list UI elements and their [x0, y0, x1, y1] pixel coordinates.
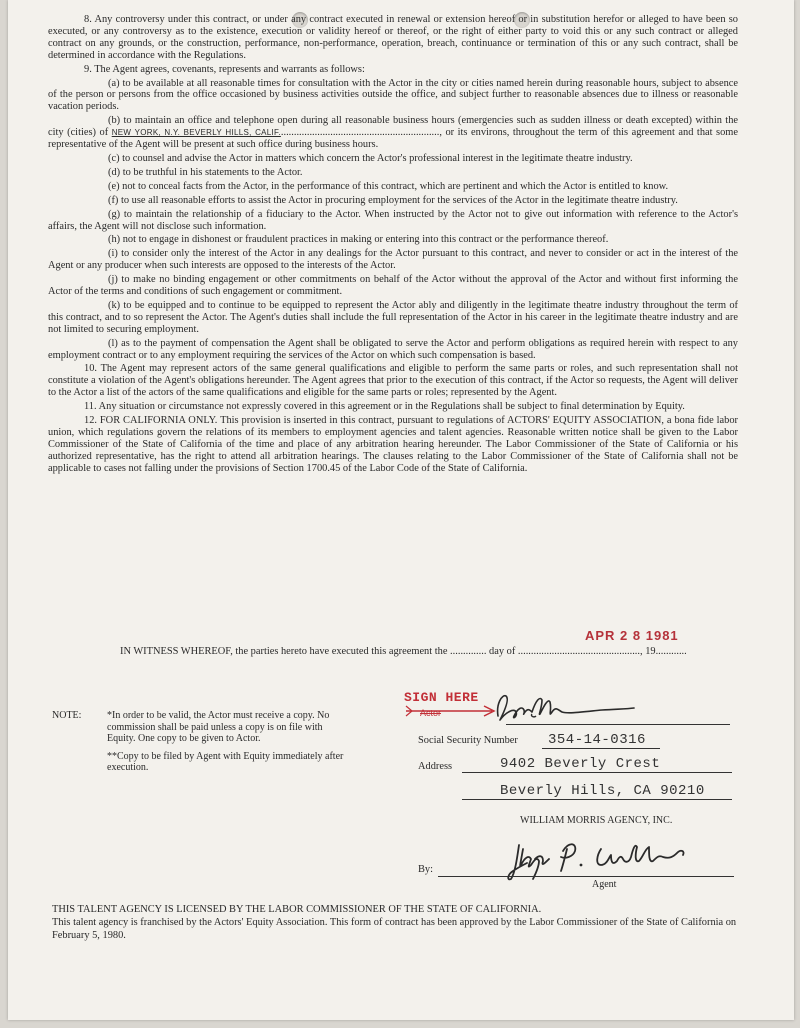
license-footer — [52, 903, 752, 942]
clause-10: 10. The Agent may represent actors of the same general qualifications and eligible to perform the same parts or roles, and such representation shall not constitute a violation of the Agent's obligations hereunder. The Agent agrees that prior to the execution of this contract, if the Actor so requests, the Agent will deliver to the Actor a list of the actors of the same qualifications and eligible for the same parts or roles; represented by the Agent. — [48, 363, 738, 399]
clause-9d: (d) to be truthful in his statements to the Actor. — [108, 166, 303, 178]
address-line-1: 9402 Beverly Crest — [500, 756, 661, 772]
agency-name: WILLIAM MORRIS AGENCY, INC. — [520, 815, 673, 826]
clause-9l: (l) as to the payment of compensation the Agent shall be obligated to serve the Actor and perform obligations as required herein with respect to any employment contract or to any employment requiring the services of the Actor on which such compensation is based. — [48, 337, 738, 361]
cities-fill: NEW YORK, N.Y. BEVERLY HILLS, CALIF. — [111, 128, 281, 138]
clause-9a: (a) to be available at all reasonable times for consultation with the Actor in the city or cities named herein during reasonable hours, subject to absence of the person or persons from the office occasioned by business activities outside the office, and subject further to reasonable absences due to illness or reasonable vacation periods. — [48, 77, 738, 113]
witness-line: IN WITNESS WHEREOF, the parties hereto have executed this agreement the .............. day of ..............................................., 19............ — [120, 646, 687, 657]
clause-9j: (j) to make no binding engagement or other commitments on behalf of the Actor without the approval of the Actor and without first informing the Actor of the terms and conditions of such engagement or commitment. — [48, 274, 738, 298]
address-line-2: Beverly Hills, CA 90210 — [500, 783, 705, 799]
sign-here-stamp: SIGN HERE — [404, 690, 479, 705]
clause-9h: (h) not to engage in dishonest or fraudulent practices in making or entering into this contract or the performance thereof. — [108, 234, 609, 246]
clause-9e: (e) not to conceal facts from the Actor, in the performance of this contract, which are pertinent and which the Actor is entitled to know. — [108, 180, 669, 192]
footer-license-line: THIS TALENT AGENCY IS LICENSED BY THE LABOR COMMISSIONER OF THE STATE OF CALIFORNIA. — [52, 904, 542, 915]
clause-12: 12. FOR CALIFORNIA ONLY. This provision is inserted in this contract, pursuant to regulations of ACTORS' EQUITY ASSOCIATION, a bona fide labor union, which regulations govern the relations of its members to employment agencies and talent agencies. Reasonable written notice shall be given to the Labor Commissioner of the State of California of the time and place of any arbitration hearing hereunder. The Labor Commissioner of the State of California or his authorized representative, has the right to attend all arbitration hearings. The clauses relating to the Labor Commissioner of the State of California shall not be applicable to cases not falling under the provisions of Section 1700.45 of the Labor Code of the State of California. — [48, 415, 738, 474]
clause-9f: (f) to use all reasonable efforts to assist the Actor in procuring employment for the services of the Actor in the legitimate theatre industry. — [108, 194, 678, 206]
agent-label: Agent — [592, 879, 617, 890]
arrow-icon — [404, 704, 499, 718]
agent-signature — [505, 835, 745, 885]
ssn-value: 354-14-0316 — [548, 732, 646, 748]
date-stamp: APR 2 8 1981 — [585, 628, 679, 643]
clause-9: 9. The Agent agrees, covenants, represents and warrants as follows: — [84, 63, 365, 75]
by-label: By: — [418, 864, 434, 875]
clause-9b: (b) to maintain an office and telephone open during all reasonable business hours (emergencies such as sudden illness or death excepted) within the city (cities) of NEW YORK, N.Y. BEVERLY HILLS, CALIF.............................................................., or its environs, throughout the term of this agreement and that some representative of the Agent will be present at such office during business hours. — [48, 115, 738, 151]
note-line-2: **Copy to be filed by Agent with Equity immediately after execution. — [107, 750, 344, 773]
actor-label: Actor — [420, 708, 442, 718]
clause-9g: (g) to maintain the relationship of a fiduciary to the Actor. When instructed by the Actor not to give out information with reference to the Actor's affairs, the Agent will not disclose such information. — [48, 208, 738, 232]
clause-11: 11. Any situation or circumstance not expressly covered in this agreement or in the Regulations shall be subject to final determination by Equity. — [84, 401, 685, 413]
ssn-label: Social Security Number — [418, 735, 518, 746]
clause-9c: (c) to counsel and advise the Actor in matters which concern the Actor's professional interest in the legitimate theatre industry. — [108, 152, 633, 164]
address-label: Address — [418, 761, 453, 772]
clause-9i: (i) to consider only the interest of the Actor in any dealings for the Actor pursuant to this contract, and never to consider or act in the interest of the Agent or any producer when such interests are opposed to the interests of the Actor. — [48, 248, 738, 272]
footer-franchise-line: This talent agency is franchised by the Actors' Equity Association. This form of contract has been approved by the Labor Commissioner of the State of California on February 5, 1980. — [52, 917, 737, 941]
note-block — [52, 710, 352, 780]
clause-8: 8. Any controversy under this contract, or under any contract executed in renewal or extension hereof or in substitution herefor or alleged to have been so executed, or any controversy as to the existence, execution or validity hereof or thereof, or the right of either party to void this or any such contract or alleged contract on any grounds, or the construction, performance, non-performance, operation, breach, continuance or termination of this or any such contract, shall be determined in accordance with the Regulations. — [48, 14, 738, 61]
note-line-1: *In order to be valid, the Actor must receive a copy. No commission shall be paid unless a copy is on file with Equity. One copy to be given to Actor. — [107, 710, 330, 744]
clause-9k: (k) to be equipped and to continue to be equipped to represent the Actor ably and diligently in the legitimate theatre industry throughout the term of this contract, and to so represent the Actor. The Agent's duties shall include the full representation of the Actor in his career in the legitimate theatre industry and are not limited to securing employment. — [48, 299, 738, 335]
note-label: NOTE: — [52, 710, 82, 721]
contract-body — [48, 14, 738, 477]
